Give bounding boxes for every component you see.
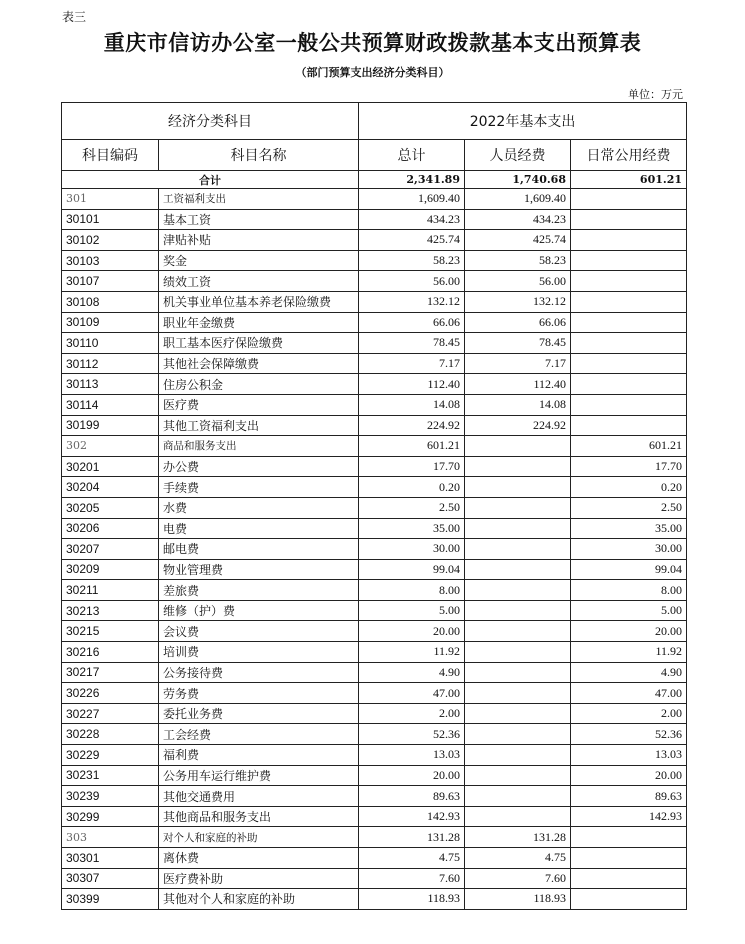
row-public [571, 209, 687, 230]
row-name: 物业管理费 [159, 559, 359, 580]
row-name: 津贴补贴 [159, 230, 359, 251]
table-row [62, 786, 687, 807]
row-name: 办公费 [159, 456, 359, 477]
table-row [62, 415, 687, 436]
row-total: 112.40 [359, 374, 465, 395]
row-public: 47.00 [571, 683, 687, 704]
row-public: 20.00 [571, 765, 687, 786]
row-total: 30.00 [359, 539, 465, 560]
category-row [62, 827, 687, 848]
category-row [62, 189, 687, 210]
table-row [62, 806, 687, 827]
row-code: 30204 [62, 477, 159, 498]
row-personnel: 66.06 [465, 312, 571, 333]
row-name: 医疗费补助 [159, 868, 359, 889]
table-row [62, 889, 687, 910]
row-code: 30209 [62, 559, 159, 580]
row-personnel: 58.23 [465, 250, 571, 271]
row-code: 302 [62, 436, 159, 457]
header-basic-expenditure: 2022年基本支出 [359, 103, 687, 140]
row-total: 224.92 [359, 415, 465, 436]
table-row [62, 765, 687, 786]
table-row [62, 703, 687, 724]
row-code: 30307 [62, 868, 159, 889]
row-code: 301 [62, 189, 159, 210]
row-total: 5.00 [359, 600, 465, 621]
row-name: 差旅费 [159, 580, 359, 601]
table-row [62, 230, 687, 251]
row-name: 医疗费 [159, 394, 359, 415]
column-header-total: 总计 [359, 140, 465, 171]
row-personnel [465, 703, 571, 724]
table-row [62, 394, 687, 415]
row-code: 30112 [62, 353, 159, 374]
row-personnel [465, 477, 571, 498]
row-public: 30.00 [571, 539, 687, 560]
table-row [62, 662, 687, 683]
row-code: 30109 [62, 312, 159, 333]
total-label: 合计 [62, 171, 359, 189]
row-personnel [465, 436, 571, 457]
row-name: 其他社会保障缴费 [159, 353, 359, 374]
row-name: 福利费 [159, 745, 359, 766]
row-code: 30231 [62, 765, 159, 786]
header-economic-category: 经济分类科目 [62, 103, 359, 140]
row-personnel: 425.74 [465, 230, 571, 251]
row-total: 20.00 [359, 765, 465, 786]
row-personnel [465, 518, 571, 539]
row-name: 其他商品和服务支出 [159, 806, 359, 827]
row-personnel [465, 765, 571, 786]
row-personnel [465, 580, 571, 601]
total-sum: 2,341.89 [359, 171, 465, 189]
row-public [571, 415, 687, 436]
table-row [62, 497, 687, 518]
row-personnel: 118.93 [465, 889, 571, 910]
row-name: 绩效工资 [159, 271, 359, 292]
row-name: 对个人和家庭的补助 [159, 827, 359, 848]
column-header-public: 日常公用经费 [571, 140, 687, 171]
row-public: 142.93 [571, 806, 687, 827]
row-code: 30108 [62, 291, 159, 312]
row-personnel [465, 806, 571, 827]
row-personnel [465, 621, 571, 642]
row-code: 30207 [62, 539, 159, 560]
page-subtitle: （部门预算支出经济分类科目） [295, 66, 450, 79]
row-code: 303 [62, 827, 159, 848]
row-code: 30211 [62, 580, 159, 601]
row-total: 8.00 [359, 580, 465, 601]
row-personnel [465, 497, 571, 518]
row-total: 78.45 [359, 333, 465, 354]
row-public: 8.00 [571, 580, 687, 601]
table-row [62, 559, 687, 580]
table-row [62, 291, 687, 312]
row-total: 142.93 [359, 806, 465, 827]
row-public: 11.92 [571, 642, 687, 663]
row-code: 30301 [62, 848, 159, 869]
row-public: 20.00 [571, 621, 687, 642]
row-name: 职业年金缴费 [159, 312, 359, 333]
row-personnel [465, 662, 571, 683]
row-total: 66.06 [359, 312, 465, 333]
row-public: 17.70 [571, 456, 687, 477]
row-personnel: 56.00 [465, 271, 571, 292]
row-total: 132.12 [359, 291, 465, 312]
row-name: 奖金 [159, 250, 359, 271]
budget-table [61, 102, 687, 910]
row-total: 17.70 [359, 456, 465, 477]
row-name: 离休费 [159, 848, 359, 869]
table-row [62, 250, 687, 271]
row-total: 1,609.40 [359, 189, 465, 210]
table-row [62, 724, 687, 745]
row-total: 2.00 [359, 703, 465, 724]
row-total: 4.90 [359, 662, 465, 683]
row-name: 委托业务费 [159, 703, 359, 724]
row-total: 56.00 [359, 271, 465, 292]
row-name: 水费 [159, 497, 359, 518]
row-public: 89.63 [571, 786, 687, 807]
total-personnel: 1,740.68 [465, 171, 571, 189]
table-row [62, 477, 687, 498]
table-row [62, 621, 687, 642]
row-name: 会议费 [159, 621, 359, 642]
row-public [571, 889, 687, 910]
row-personnel: 434.23 [465, 209, 571, 230]
row-personnel: 132.12 [465, 291, 571, 312]
row-public [571, 291, 687, 312]
row-public: 99.04 [571, 559, 687, 580]
row-name: 住房公积金 [159, 374, 359, 395]
table-row [62, 271, 687, 292]
row-total: 131.28 [359, 827, 465, 848]
row-code: 30399 [62, 889, 159, 910]
row-code: 30201 [62, 456, 159, 477]
row-public: 2.50 [571, 497, 687, 518]
row-total: 20.00 [359, 621, 465, 642]
row-total: 4.75 [359, 848, 465, 869]
row-name: 其他交通费用 [159, 786, 359, 807]
row-name: 手续费 [159, 477, 359, 498]
table-row [62, 580, 687, 601]
row-total: 11.92 [359, 642, 465, 663]
row-name: 公务用车运行维护费 [159, 765, 359, 786]
row-name: 电费 [159, 518, 359, 539]
row-public: 13.03 [571, 745, 687, 766]
row-personnel: 224.92 [465, 415, 571, 436]
row-public [571, 353, 687, 374]
total-row [62, 171, 687, 189]
row-code: 30239 [62, 786, 159, 807]
row-code: 30113 [62, 374, 159, 395]
row-public [571, 848, 687, 869]
row-personnel: 1,609.40 [465, 189, 571, 210]
row-code: 30229 [62, 745, 159, 766]
row-code: 30213 [62, 600, 159, 621]
table-row [62, 683, 687, 704]
row-name: 其他对个人和家庭的补助 [159, 889, 359, 910]
row-personnel [465, 600, 571, 621]
column-header-code: 科目编码 [62, 140, 159, 171]
row-name: 工会经费 [159, 724, 359, 745]
row-code: 30114 [62, 394, 159, 415]
row-public: 2.00 [571, 703, 687, 724]
row-total: 425.74 [359, 230, 465, 251]
table-row [62, 374, 687, 395]
row-public: 35.00 [571, 518, 687, 539]
row-total: 14.08 [359, 394, 465, 415]
row-total: 13.03 [359, 745, 465, 766]
row-name: 公务接待费 [159, 662, 359, 683]
row-public [571, 868, 687, 889]
row-code: 30107 [62, 271, 159, 292]
row-personnel [465, 539, 571, 560]
table-tag: 表三 [62, 10, 87, 24]
table-row [62, 333, 687, 354]
row-public: 52.36 [571, 724, 687, 745]
row-total: 52.36 [359, 724, 465, 745]
row-public [571, 394, 687, 415]
row-code: 30103 [62, 250, 159, 271]
column-header-personnel: 人员经费 [465, 140, 571, 171]
row-personnel [465, 786, 571, 807]
row-total: 434.23 [359, 209, 465, 230]
row-public [571, 333, 687, 354]
row-total: 58.23 [359, 250, 465, 271]
row-public: 601.21 [571, 436, 687, 457]
row-code: 30228 [62, 724, 159, 745]
row-total: 0.20 [359, 477, 465, 498]
table-row [62, 539, 687, 560]
row-name: 机关事业单位基本养老保险缴费 [159, 291, 359, 312]
row-personnel: 14.08 [465, 394, 571, 415]
row-personnel: 7.60 [465, 868, 571, 889]
row-public [571, 827, 687, 848]
row-code: 30110 [62, 333, 159, 354]
row-total: 47.00 [359, 683, 465, 704]
table-row [62, 518, 687, 539]
row-public: 4.90 [571, 662, 687, 683]
row-name: 商品和服务支出 [159, 436, 359, 457]
row-code: 30217 [62, 662, 159, 683]
row-personnel: 78.45 [465, 333, 571, 354]
row-public [571, 271, 687, 292]
table-row [62, 312, 687, 333]
row-code: 30226 [62, 683, 159, 704]
row-public: 0.20 [571, 477, 687, 498]
row-code: 30199 [62, 415, 159, 436]
row-code: 30299 [62, 806, 159, 827]
row-name: 其他工资福利支出 [159, 415, 359, 436]
table-row [62, 456, 687, 477]
row-personnel [465, 724, 571, 745]
row-public: 5.00 [571, 600, 687, 621]
page-title: 重庆市信访办公室一般公共预算财政拨款基本支出预算表 [103, 31, 642, 55]
row-public [571, 189, 687, 210]
row-code: 30216 [62, 642, 159, 663]
row-code: 30227 [62, 703, 159, 724]
row-total: 7.17 [359, 353, 465, 374]
row-code: 30101 [62, 209, 159, 230]
row-name: 培训费 [159, 642, 359, 663]
row-public [571, 230, 687, 251]
row-total: 99.04 [359, 559, 465, 580]
row-total: 35.00 [359, 518, 465, 539]
row-code: 30215 [62, 621, 159, 642]
row-code: 30205 [62, 497, 159, 518]
row-personnel [465, 745, 571, 766]
unit-label: 单位：万元 [628, 88, 683, 101]
row-code: 30206 [62, 518, 159, 539]
row-personnel [465, 559, 571, 580]
row-personnel: 112.40 [465, 374, 571, 395]
row-personnel: 131.28 [465, 827, 571, 848]
table-row [62, 209, 687, 230]
table-row [62, 600, 687, 621]
row-personnel [465, 642, 571, 663]
table-row [62, 642, 687, 663]
category-row [62, 436, 687, 457]
total-public: 601.21 [571, 171, 687, 189]
column-header-name: 科目名称 [159, 140, 359, 171]
row-name: 基本工资 [159, 209, 359, 230]
row-public [571, 250, 687, 271]
row-total: 118.93 [359, 889, 465, 910]
row-total: 89.63 [359, 786, 465, 807]
row-personnel: 4.75 [465, 848, 571, 869]
row-public [571, 312, 687, 333]
row-total: 2.50 [359, 497, 465, 518]
row-public [571, 374, 687, 395]
row-name: 职工基本医疗保险缴费 [159, 333, 359, 354]
row-personnel: 7.17 [465, 353, 571, 374]
table-row [62, 745, 687, 766]
row-name: 邮电费 [159, 539, 359, 560]
row-name: 维修（护）费 [159, 600, 359, 621]
row-name: 工资福利支出 [159, 189, 359, 210]
table-row [62, 848, 687, 869]
row-name: 劳务费 [159, 683, 359, 704]
row-total: 7.60 [359, 868, 465, 889]
row-total: 601.21 [359, 436, 465, 457]
row-code: 30102 [62, 230, 159, 251]
row-personnel [465, 683, 571, 704]
table-row [62, 868, 687, 889]
table-row [62, 353, 687, 374]
row-personnel [465, 456, 571, 477]
